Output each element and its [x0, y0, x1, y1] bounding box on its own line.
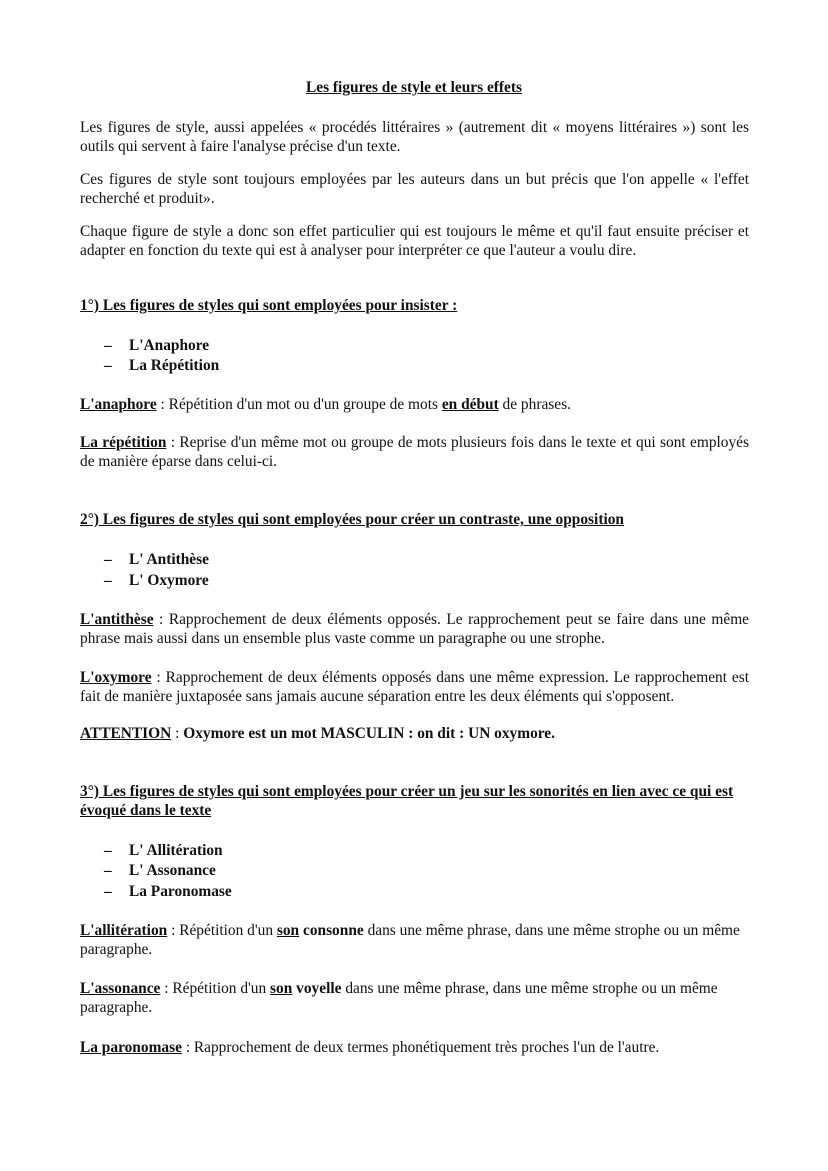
list-item: – La Répétition — [104, 357, 220, 374]
list-item: – L'Anaphore — [104, 337, 210, 354]
list-item: – La Paronomase — [104, 883, 232, 900]
attention-note: ATTENTION : Oxymore est un mot MASCULIN : on dit : UN oxymore. — [80, 725, 555, 742]
section-heading-1: 1°) Les figures de styles qui sont employées pour insister : — [80, 297, 458, 314]
definition-paronomase: La paronomase : Rapprochement de deux termes phonétiquement très proches l'un de l'autre. — [80, 1039, 660, 1056]
list-item: – L' Oxymore — [104, 572, 209, 589]
intro-paragraph: Ces figures de style sont toujours employées par les auteurs dans un but précis que l'on appelle « l'effet recherché et produit». — [80, 171, 749, 207]
definition-oxymore: L'oxymore : Rapprochement de deux éléments opposés dans une même expression. Le rapprochement est fait de manière juxtaposée sans jamais aucune séparation entre les deux éléments qui s'opposent. — [80, 669, 749, 705]
definition-alliteration: L'allitération : Répétition d'un son consonne dans une même phrase, dans une même strophe ou un même paragraphe. — [80, 922, 740, 958]
list-item: – L' Antithèse — [104, 551, 209, 568]
definition-repetition: La répétition : Reprise d'un même mot ou groupe de mots plusieurs fois dans le texte et qui sont employés de manière éparse dans celui-ci. — [80, 434, 749, 470]
section-heading-3: 3°) Les figures de styles qui sont employées pour créer un jeu sur les sonorités en lien avec ce qui est évoqué dans le texte — [80, 783, 734, 819]
document-title: Les figures de style et leurs effets — [306, 79, 522, 96]
definition-assonance: L'assonance : Répétition d'un son voyelle dans une même phrase, dans une même strophe ou un même paragraphe. — [80, 980, 718, 1016]
intro-paragraph: Les figures de style, aussi appelées « procédés littéraires » (autrement dit « moyens littéraires ») sont les outils qui servent à faire l'analyse précise d'un texte. — [80, 119, 749, 155]
list-item: – L' Allitération — [104, 842, 223, 859]
list-item: – L' Assonance — [104, 862, 216, 879]
intro-paragraph: Chaque figure de style a donc son effet particulier qui est toujours le même et qu'il faut ensuite préciser et adapter en fonction du texte qui est à analyser pour interpréter ce que l'auteur a voulu dire. — [80, 223, 749, 259]
section-heading-2: 2°) Les figures de styles qui sont employées pour créer un contraste, une opposition — [80, 511, 624, 528]
definition-anaphore: L'anaphore : Répétition d'un mot ou d'un groupe de mots en début de phrases. — [80, 396, 571, 413]
definition-antithese: L'antithèse : Rapprochement de deux éléments opposés. Le rapprochement peut se faire dans une même phrase mais aussi dans un ensemble plus vaste comme un paragraphe ou une strophe. — [80, 611, 749, 647]
